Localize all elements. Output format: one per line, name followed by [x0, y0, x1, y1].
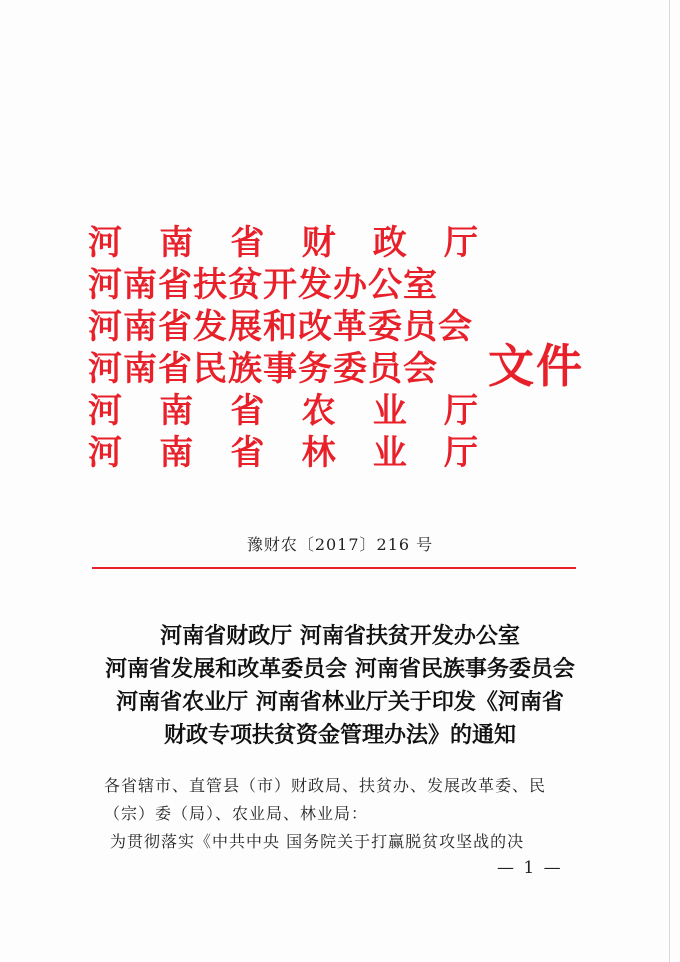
- issuer-line: [88, 222, 478, 264]
- issuer-list: [88, 222, 478, 474]
- body-paragraph-line: 为贯彻落实《中共中央 国务院关于打赢脱贫攻坚战的决: [110, 832, 525, 851]
- document-body: [104, 772, 584, 856]
- page-number: — 1 —: [497, 858, 563, 878]
- issuer-line: [88, 390, 478, 432]
- issuer-char: 省: [230, 433, 265, 473]
- title-line: 河南省发展和改革委员会 河南省民族事务委员会: [105, 656, 575, 682]
- title-line: 财政专项扶贫资金管理办法》的通知: [163, 722, 516, 748]
- salutation-line: 各省辖市、直管县（市）财政局、扶贫办、发展改革委、民: [104, 776, 547, 795]
- red-divider: [92, 567, 576, 569]
- title-line: 河南省财政厅 河南省扶贫开发办公室: [160, 623, 520, 649]
- salutation-line: （宗）委（局）、农业局、林业局：: [104, 804, 369, 823]
- issuer-char: 省: [230, 391, 265, 431]
- issuer-line: 河南省扶贫开发办公室: [88, 265, 438, 305]
- issuer-char: 业: [372, 391, 407, 431]
- document-number: 豫财农〔2017〕216 号: [246, 535, 434, 554]
- issuer-char: 农: [301, 391, 336, 431]
- issuer-char: 业: [372, 433, 407, 473]
- issuer-char: 河: [88, 223, 122, 263]
- issuer-line: 河南省民族事务委员会: [88, 349, 438, 389]
- page-edge: [669, 0, 670, 962]
- issuer-line: [88, 432, 478, 474]
- issuer-char: 厅: [443, 391, 478, 431]
- issuer-char: 林: [301, 433, 336, 473]
- issuer-char: 厅: [443, 433, 478, 473]
- issuer-char: 河: [88, 433, 122, 473]
- issuer-char: 南: [159, 433, 194, 473]
- issuer-char: 省: [230, 223, 265, 263]
- issuer-char: 南: [159, 223, 194, 263]
- issuer-char: 政: [372, 223, 407, 263]
- title-line: 河南省农业厅 河南省林业厅关于印发《河南省: [116, 689, 564, 715]
- issuer-char: 厅: [443, 223, 478, 263]
- issuer-char: 南: [159, 391, 194, 431]
- issuer-char: 河: [88, 391, 122, 431]
- document-title: [0, 620, 680, 752]
- issuer-line: 河南省发展和改革委员会: [88, 307, 473, 347]
- issuer-char: 财: [301, 223, 336, 263]
- document-type-label: 文件: [488, 339, 584, 393]
